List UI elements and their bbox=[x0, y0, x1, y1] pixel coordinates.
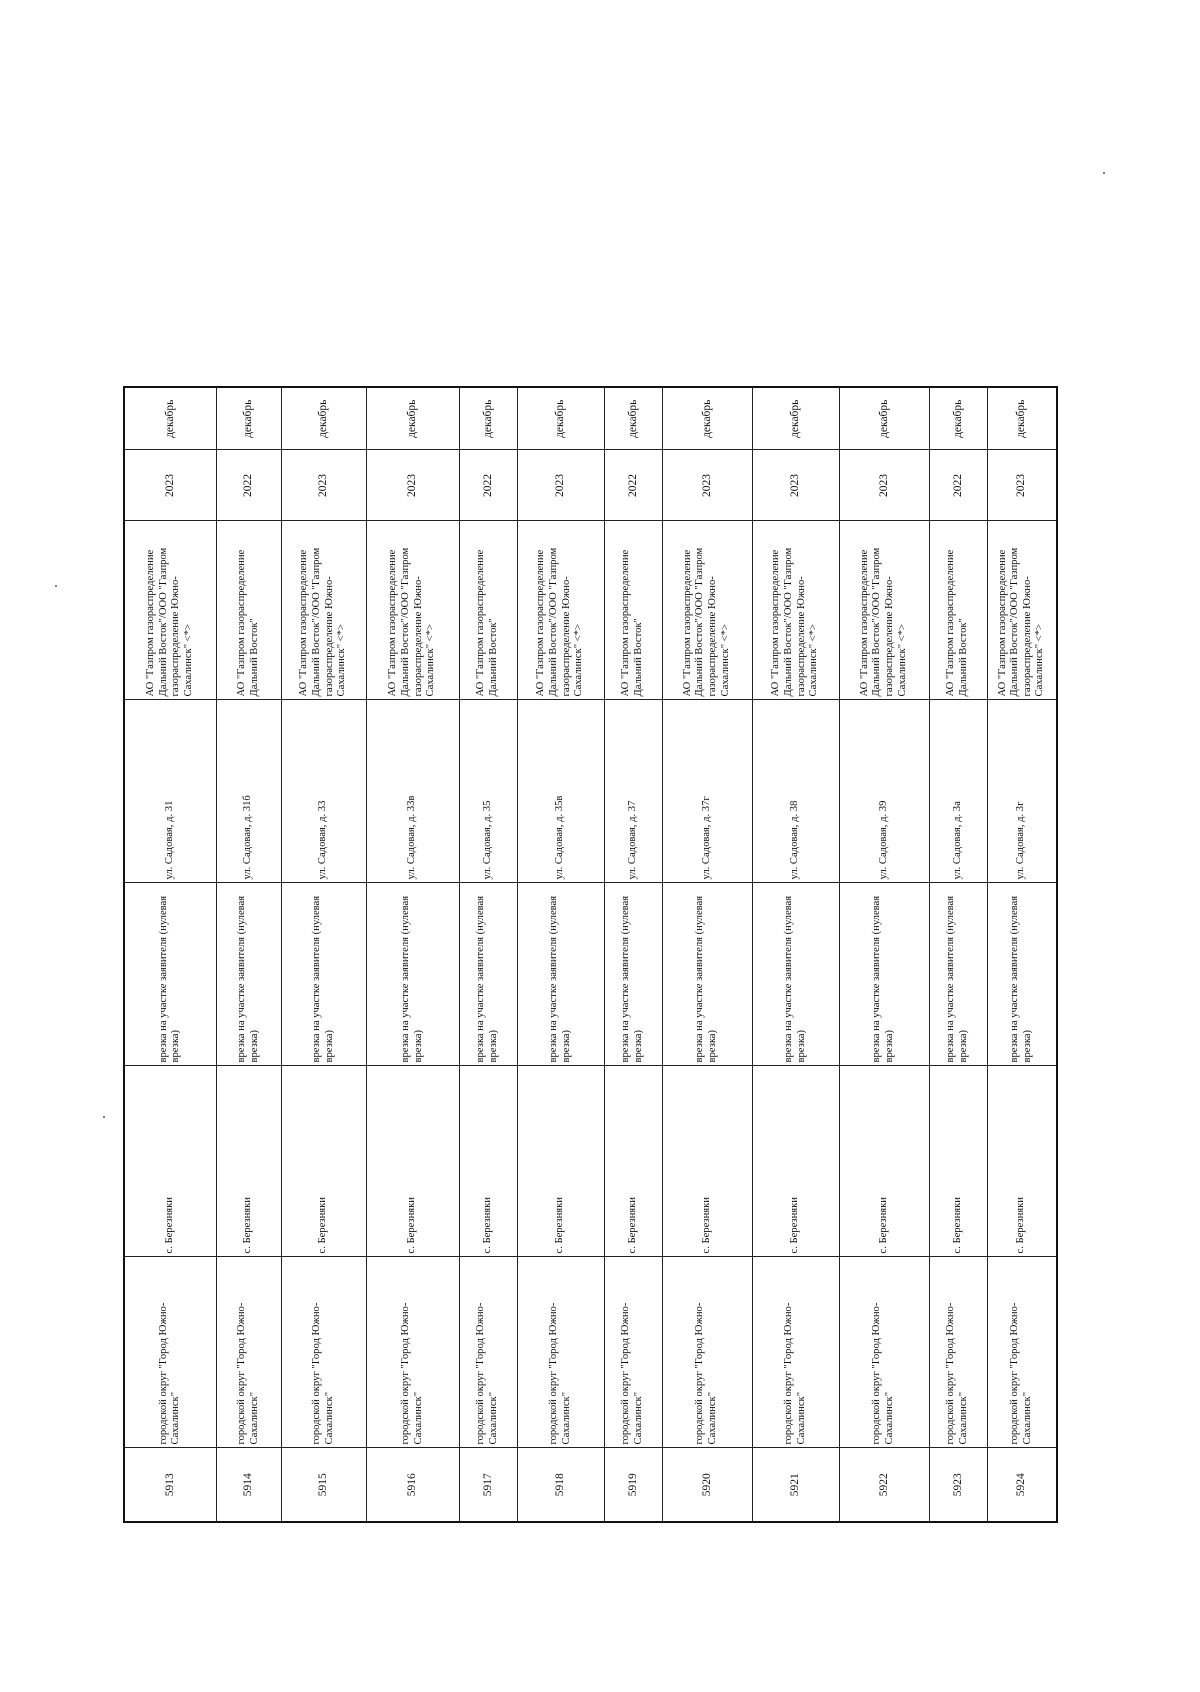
settlement-cell: с. Березняки bbox=[124, 1066, 216, 1257]
year-cell: 2023 bbox=[366, 450, 459, 521]
address-cell: ул. Садовая, д. 35в bbox=[517, 700, 604, 883]
settlement-cell: с. Березняки bbox=[929, 1066, 987, 1257]
settlement-cell: с. Березняки bbox=[459, 1066, 517, 1257]
month-cell: декабрь bbox=[839, 387, 929, 450]
settlement-cell: с. Березняки bbox=[366, 1066, 459, 1257]
district-cell: городской округ "Город Южно-Сахалинск" bbox=[124, 1257, 216, 1448]
settlement-cell: с. Березняки bbox=[839, 1066, 929, 1257]
year-cell: 2023 bbox=[517, 450, 604, 521]
table-row bbox=[752, 387, 839, 1522]
address-cell: ул. Садовая, д. 37г bbox=[662, 700, 752, 883]
row-number: 5913 bbox=[124, 1448, 216, 1522]
row-number: 5923 bbox=[929, 1448, 987, 1522]
district-cell: городской округ "Город Южно-Сахалинск" bbox=[459, 1257, 517, 1448]
work-type-cell: врезка на участке заявителя (нулевая врезка) bbox=[752, 883, 839, 1066]
month-cell: декабрь bbox=[752, 387, 839, 450]
table-row bbox=[124, 387, 216, 1522]
year-cell: 2023 bbox=[752, 450, 839, 521]
row-number: 5922 bbox=[839, 1448, 929, 1522]
work-type-cell: врезка на участке заявителя (нулевая врезка) bbox=[459, 883, 517, 1066]
district-cell: городской округ "Город Южно-Сахалинск" bbox=[987, 1257, 1057, 1448]
work-type-cell: врезка на участке заявителя (нулевая врезка) bbox=[216, 883, 281, 1066]
row-number: 5914 bbox=[216, 1448, 281, 1522]
table-row bbox=[459, 387, 517, 1522]
table-row bbox=[281, 387, 366, 1522]
organization-cell: АО "Газпром газораспределение Дальний Восток" bbox=[459, 521, 517, 700]
row-number: 5915 bbox=[281, 1448, 366, 1522]
table-row bbox=[216, 387, 281, 1522]
year-cell: 2023 bbox=[281, 450, 366, 521]
work-type-cell: врезка на участке заявителя (нулевая врезка) bbox=[517, 883, 604, 1066]
table-row bbox=[987, 387, 1057, 1522]
settlement-cell: с. Березняки bbox=[752, 1066, 839, 1257]
address-cell: ул. Садовая, д. 39 bbox=[839, 700, 929, 883]
address-cell: ул. Садовая, д. 31 bbox=[124, 700, 216, 883]
row-number: 5917 bbox=[459, 1448, 517, 1522]
month-cell: декабрь bbox=[124, 387, 216, 450]
organization-cell: АО "Газпром газораспределение Дальний Восток"/ООО "Газпром газораспределение Южно-Сахалинск" <*> bbox=[752, 521, 839, 700]
settlement-cell: с. Березняки bbox=[517, 1066, 604, 1257]
row-number: 5921 bbox=[752, 1448, 839, 1522]
scan-speck bbox=[103, 1116, 105, 1118]
district-cell: городской округ "Город Южно-Сахалинск" bbox=[281, 1257, 366, 1448]
table-row bbox=[839, 387, 929, 1522]
work-type-cell: врезка на участке заявителя (нулевая врезка) bbox=[839, 883, 929, 1066]
row-number: 5916 bbox=[366, 1448, 459, 1522]
month-cell: декабрь bbox=[662, 387, 752, 450]
work-type-cell: врезка на участке заявителя (нулевая врезка) bbox=[929, 883, 987, 1066]
settlement-cell: с. Березняки bbox=[662, 1066, 752, 1257]
table-row bbox=[366, 387, 459, 1522]
district-cell: городской округ "Город Южно-Сахалинск" bbox=[662, 1257, 752, 1448]
address-cell: ул. Садовая, д. 37 bbox=[604, 700, 662, 883]
month-cell: декабрь bbox=[929, 387, 987, 450]
scan-speck bbox=[1103, 172, 1105, 174]
organization-cell: АО "Газпром газораспределение Дальний Восток" bbox=[216, 521, 281, 700]
address-cell: ул. Садовая, д. 3а bbox=[929, 700, 987, 883]
month-cell: декабрь bbox=[987, 387, 1057, 450]
row-number: 5920 bbox=[662, 1448, 752, 1522]
address-cell: ул. Садовая, д. 33 bbox=[281, 700, 366, 883]
organization-cell: АО "Газпром газораспределение Дальний Восток"/ООО "Газпром газораспределение Южно-Сахалинск" <*> bbox=[662, 521, 752, 700]
year-cell: 2023 bbox=[987, 450, 1057, 521]
year-cell: 2022 bbox=[929, 450, 987, 521]
row-number: 5924 bbox=[987, 1448, 1057, 1522]
year-cell: 2023 bbox=[839, 450, 929, 521]
work-type-cell: врезка на участке заявителя (нулевая врезка) bbox=[604, 883, 662, 1066]
month-cell: декабрь bbox=[517, 387, 604, 450]
organization-cell: АО "Газпром газораспределение Дальний Восток"/ООО "Газпром газораспределение Южно-Сахалинск" <*> bbox=[987, 521, 1057, 700]
year-cell: 2023 bbox=[662, 450, 752, 521]
scan-speck bbox=[55, 585, 57, 587]
month-cell: декабрь bbox=[281, 387, 366, 450]
work-type-cell: врезка на участке заявителя (нулевая врезка) bbox=[281, 883, 366, 1066]
month-cell: декабрь bbox=[216, 387, 281, 450]
row-number: 5918 bbox=[517, 1448, 604, 1522]
district-cell: городской округ "Город Южно-Сахалинск" bbox=[929, 1257, 987, 1448]
district-cell: городской округ "Город Южно-Сахалинск" bbox=[517, 1257, 604, 1448]
organization-cell: АО "Газпром газораспределение Дальний Восток"/ООО "Газпром газораспределение Южно-Сахалинск" <*> bbox=[366, 521, 459, 700]
district-cell: городской округ "Город Южно-Сахалинск" bbox=[604, 1257, 662, 1448]
rotated-table-frame bbox=[123, 388, 1056, 1523]
work-type-cell: врезка на участке заявителя (нулевая врезка) bbox=[124, 883, 216, 1066]
district-cell: городской округ "Город Южно-Сахалинск" bbox=[366, 1257, 459, 1448]
district-cell: городской округ "Город Южно-Сахалинск" bbox=[752, 1257, 839, 1448]
address-cell: ул. Садовая, д. 33в bbox=[366, 700, 459, 883]
table-row bbox=[517, 387, 604, 1522]
organization-cell: АО "Газпром газораспределение Дальний Восток" bbox=[604, 521, 662, 700]
work-type-cell: врезка на участке заявителя (нулевая врезка) bbox=[366, 883, 459, 1066]
district-cell: городской округ "Город Южно-Сахалинск" bbox=[216, 1257, 281, 1448]
year-cell: 2022 bbox=[459, 450, 517, 521]
table-body bbox=[124, 387, 1057, 1522]
district-cell: городской округ "Город Южно-Сахалинск" bbox=[839, 1257, 929, 1448]
row-number: 5919 bbox=[604, 1448, 662, 1522]
organization-cell: АО "Газпром газораспределение Дальний Восток"/ООО "Газпром газораспределение Южно-Сахалинск" <*> bbox=[839, 521, 929, 700]
address-cell: ул. Садовая, д. 31б bbox=[216, 700, 281, 883]
table-row bbox=[929, 387, 987, 1522]
settlement-cell: с. Березняки bbox=[604, 1066, 662, 1257]
settlement-cell: с. Березняки bbox=[987, 1066, 1057, 1257]
month-cell: декабрь bbox=[604, 387, 662, 450]
year-cell: 2023 bbox=[124, 450, 216, 521]
settlement-cell: с. Березняки bbox=[216, 1066, 281, 1257]
work-type-cell: врезка на участке заявителя (нулевая врезка) bbox=[987, 883, 1057, 1066]
month-cell: декабрь bbox=[459, 387, 517, 450]
year-cell: 2022 bbox=[216, 450, 281, 521]
organization-cell: АО "Газпром газораспределение Дальний Восток"/ООО "Газпром газораспределение Южно-Сахалинск" <*> bbox=[517, 521, 604, 700]
address-cell: ул. Садовая, д. 35 bbox=[459, 700, 517, 883]
table-row bbox=[662, 387, 752, 1522]
address-cell: ул. Садовая, д. 3г bbox=[987, 700, 1057, 883]
address-cell: ул. Садовая, д. 38 bbox=[752, 700, 839, 883]
table-row bbox=[604, 387, 662, 1522]
organization-cell: АО "Газпром газораспределение Дальний Восток"/ООО "Газпром газораспределение Южно-Сахалинск" <*> bbox=[124, 521, 216, 700]
organization-cell: АО "Газпром газораспределение Дальний Восток" bbox=[929, 521, 987, 700]
settlement-cell: с. Березняки bbox=[281, 1066, 366, 1257]
month-cell: декабрь bbox=[366, 387, 459, 450]
organization-cell: АО "Газпром газораспределение Дальний Восток"/ООО "Газпром газораспределение Южно-Сахалинск" <*> bbox=[281, 521, 366, 700]
gasification-table bbox=[123, 386, 1058, 1523]
year-cell: 2022 bbox=[604, 450, 662, 521]
work-type-cell: врезка на участке заявителя (нулевая врезка) bbox=[662, 883, 752, 1066]
